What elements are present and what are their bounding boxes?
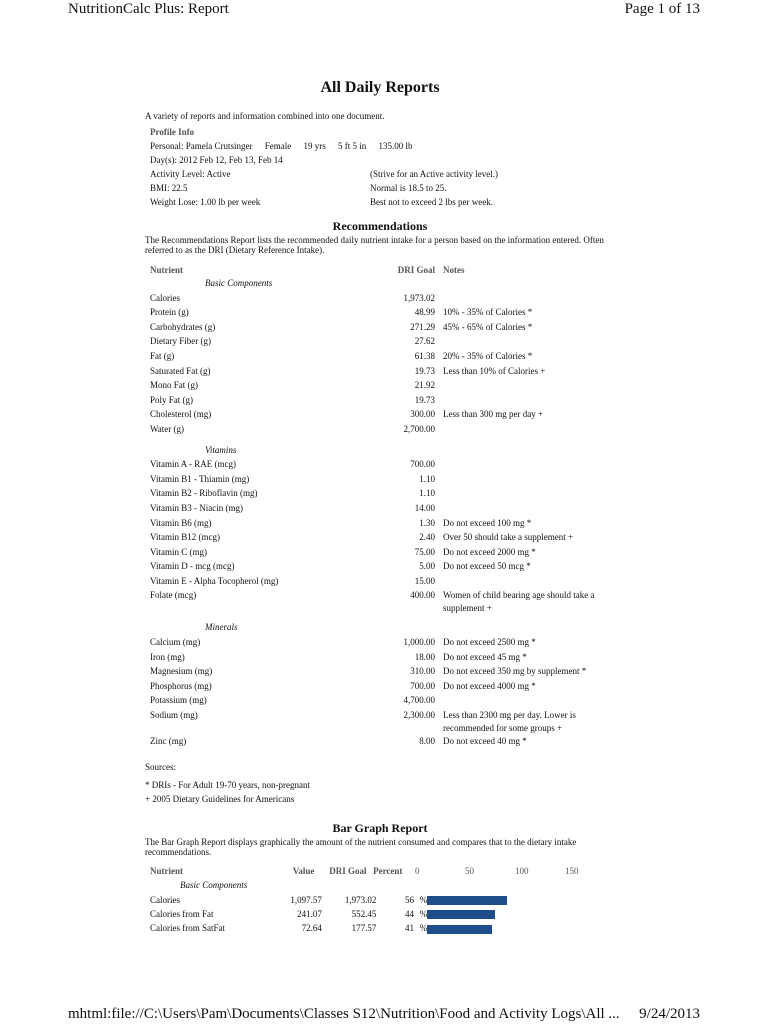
profile-personal <box>145 139 615 153</box>
bar-track <box>427 924 615 934</box>
nutrient-note: Do not exceed 45 mg * <box>443 651 527 662</box>
nutrient-dri-goal: 1,973.02 <box>403 292 435 303</box>
bar-nutrient-name: Calories <box>150 894 180 905</box>
nutrient-row <box>145 546 615 561</box>
nutrient-note: 20% - 35% of Calories * <box>443 350 533 361</box>
nutrient-name: Vitamin B6 (mg) <box>150 517 212 528</box>
bar-group-label: Basic Components <box>180 879 248 890</box>
profile-activity: Activity Level: Active <box>150 168 231 179</box>
bar-scale <box>415 865 615 878</box>
nutrient-row <box>145 636 615 651</box>
profile-activity-note: (Strive for an Active activity level.) <box>370 168 498 179</box>
bar-col-value: Value <box>292 866 315 877</box>
personal-name: Personal: Pamela Crutsinger <box>150 140 253 151</box>
nutrient-row <box>145 560 615 575</box>
nutrient-dri-goal: 400.00 <box>410 590 435 601</box>
nutrient-row <box>145 651 615 666</box>
nutrient-dri-goal: 2,700.00 <box>403 423 435 434</box>
nutrient-note: 10% - 35% of Calories * <box>443 307 533 318</box>
nutrient-row <box>145 531 615 546</box>
nutrient-name: Poly Fat (g) <box>150 394 194 405</box>
percent-bar <box>427 925 492 934</box>
nutrient-note: Do not exceed 2000 mg * <box>443 546 536 557</box>
report-body <box>145 78 615 936</box>
nutrient-row <box>145 502 615 517</box>
sources <box>145 760 615 806</box>
sources-label: Sources: <box>145 761 176 772</box>
nutrient-dri-goal: 300.00 <box>410 409 435 420</box>
nutrient-name: Vitamin B1 - Thiamin (mg) <box>150 473 250 484</box>
nutrient-row <box>145 292 615 307</box>
nutrient-dri-goal: 18.00 <box>414 651 435 662</box>
nutrient-row <box>145 458 615 473</box>
nutrient-row <box>145 350 615 365</box>
bar-value: 241.07 <box>297 908 322 919</box>
nutrient-dri-goal: 15.00 <box>414 575 435 586</box>
nutrient-name: Vitamin B2 - Riboflavin (mg) <box>150 488 258 499</box>
nutrient-row <box>145 321 615 336</box>
bar-percent-unit: % <box>419 908 428 919</box>
bar-percent-unit: % <box>419 894 428 905</box>
nutrient-dri-goal: 48.99 <box>414 307 435 318</box>
profile-days: Day(s): 2012 Feb 12, Feb 13, Feb 14 <box>150 154 283 165</box>
col-dri-goal: DRI Goal <box>397 264 435 275</box>
personal-age: 19 yrs <box>303 140 326 151</box>
nutrient-name: Water (g) <box>150 423 185 434</box>
scale-tick: 150 <box>565 866 579 877</box>
nutrient-name: Calcium (mg) <box>150 637 201 648</box>
nutrient-row <box>145 473 615 488</box>
bar-graph-description: The Bar Graph Report displays graphically the amount of the nutrient consumed and compares that to the dietary intake recommendations. <box>145 836 577 857</box>
profile-weight-goal: Weight Lose: 1.00 lb per week <box>150 196 261 207</box>
bar-track <box>427 895 615 905</box>
bar-dri-goal: 177.57 <box>351 923 377 934</box>
bar-percent: 41 <box>404 923 414 934</box>
bar-value: 1,097.57 <box>290 894 322 905</box>
nutrient-dri-goal: 75.00 <box>414 546 435 557</box>
nutrient-note: Less than 10% of Calories + <box>443 365 546 376</box>
nutrient-row <box>145 394 615 409</box>
nutrient-row <box>145 589 615 615</box>
personal-height: 5 ft 5 in <box>337 140 367 151</box>
bar-col-percent: Percent <box>373 866 403 877</box>
nutrient-note: 45% - 65% of Calories * <box>443 321 533 332</box>
profile-heading: Profile Info <box>150 126 195 137</box>
report-intro: A variety of reports and information combined into one document. <box>145 111 385 121</box>
nutrient-name: Vitamin E - Alpha Tocopherol (mg) <box>150 575 279 586</box>
scale-tick: 50 <box>465 866 475 877</box>
personal-weight: 135.00 lb <box>378 140 413 151</box>
nutrient-name: Phosphorus (mg) <box>150 680 212 691</box>
nutrient-name: Vitamin A - RAE (mcg) <box>150 459 236 470</box>
bar-dri-goal: 552.45 <box>351 908 377 919</box>
recommendations-table-header <box>145 263 615 277</box>
nutrient-dri-goal: 14.00 <box>414 502 435 513</box>
bar-percent-unit: % <box>419 923 428 934</box>
nutrient-name: Mono Fat (g) <box>150 380 198 391</box>
report-title: All Daily Reports <box>320 79 440 96</box>
nutrient-row <box>145 517 615 532</box>
nutrient-dri-goal: 2,300.00 <box>403 710 435 721</box>
scale-tick: 0 <box>415 866 420 877</box>
nutrient-name: Saturated Fat (g) <box>150 365 211 376</box>
nutrient-row <box>145 709 615 735</box>
nutrient-name: Calories <box>150 292 180 303</box>
nutrient-dri-goal: 2.40 <box>419 532 435 543</box>
nutrient-row <box>145 680 615 695</box>
recommendations-description: The Recommendations Report lists the recommended daily nutrient intake for a person based on the information entered. Often referred to as the DRI (Dietary Reference Intake). <box>145 235 604 255</box>
nutrient-dri-goal: 1.10 <box>419 473 435 484</box>
nutrient-row <box>145 665 615 680</box>
profile-bmi: BMI: 22.5 <box>150 182 188 193</box>
nutrient-dri-goal: 5.00 <box>419 561 435 572</box>
bar-percent: 44 <box>404 908 414 919</box>
nutrient-row <box>145 379 615 394</box>
bar-graph-header <box>145 865 615 879</box>
nutrient-note: Do not exceed 40 mg * <box>443 736 527 747</box>
bar-col-nutrient: Nutrient <box>150 866 183 877</box>
nutrient-row <box>145 487 615 502</box>
source-guidelines: + 2005 Dietary Guidelines for Americans <box>145 793 295 804</box>
nutrient-name: Potassium (mg) <box>150 695 207 706</box>
recommendations-title: Recommendations <box>332 219 428 233</box>
bar-col-goal: DRI Goal <box>329 866 367 877</box>
nutrient-row <box>145 306 615 321</box>
nutrient-group-label: Basic Components <box>205 278 273 288</box>
nutrient-name: Carbohydrates (g) <box>150 321 216 332</box>
nutrient-dri-goal: 310.00 <box>410 666 435 677</box>
nutrient-row <box>145 408 615 423</box>
percent-bar <box>427 910 495 919</box>
recommendations-table <box>145 277 615 750</box>
report-app-title: NutritionCalc Plus: Report <box>68 1 229 17</box>
nutrient-note: Women of child bearing age should take a supplement + <box>443 590 595 614</box>
bar-graph-rows <box>145 893 615 936</box>
nutrient-name: Fat (g) <box>150 350 175 361</box>
nutrient-dri-goal: 19.73 <box>414 365 435 376</box>
nutrient-note: Do not exceed 4000 mg * <box>443 680 536 691</box>
nutrient-name: Vitamin C (mg) <box>150 546 207 557</box>
bar-percent: 56 <box>404 894 414 905</box>
nutrient-name: Zinc (mg) <box>150 736 187 747</box>
nutrient-dri-goal: 700.00 <box>410 459 435 470</box>
percent-bar <box>427 896 507 905</box>
nutrient-name: Folate (mcg) <box>150 590 197 601</box>
nutrient-name: Dietary Fiber (g) <box>150 336 211 347</box>
nutrient-note: Do not exceed 50 mcg * <box>443 561 531 572</box>
nutrient-group-label: Vitamins <box>205 444 237 455</box>
footer-date: 9/24/2013 <box>639 1006 700 1022</box>
nutrient-dri-goal: 21.92 <box>414 380 435 391</box>
nutrient-row <box>145 575 615 590</box>
nutrient-name: Vitamin D - mcg (mcg) <box>150 561 235 572</box>
nutrient-dri-goal: 61.38 <box>414 350 435 361</box>
nutrient-row <box>145 735 615 750</box>
nutrient-row <box>145 423 615 438</box>
profile-bmi-note: Normal is 18.5 to 25. <box>370 182 447 193</box>
nutrient-row <box>145 365 615 380</box>
nutrient-dri-goal: 19.73 <box>414 394 435 405</box>
nutrient-name: Sodium (mg) <box>150 710 198 721</box>
nutrient-name: Iron (mg) <box>150 651 185 662</box>
nutrient-name: Magnesium (mg) <box>150 666 213 677</box>
bar-nutrient-name: Calories from SatFat <box>150 923 225 934</box>
nutrient-name: Cholesterol (mg) <box>150 409 212 420</box>
nutrient-dri-goal: 700.00 <box>410 680 435 691</box>
nutrient-note: Do not exceed 350 mg by supplement * <box>443 666 587 677</box>
nutrient-note: Do not exceed 100 mg * <box>443 517 532 528</box>
nutrient-group-label: Minerals <box>205 622 238 633</box>
nutrient-dri-goal: 1,000.00 <box>403 637 435 648</box>
personal-sex: Female <box>264 140 292 151</box>
footer-path: mhtml:file://C:\Users\Pam\Documents\Classes S12\Nutrition\Food and Activity Logs\All ... <box>68 1006 620 1022</box>
col-nutrient: Nutrient <box>150 264 183 275</box>
nutrient-dri-goal: 4,700.00 <box>403 695 435 706</box>
nutrient-dri-goal: 27.62 <box>414 336 435 347</box>
col-notes: Notes <box>443 264 465 275</box>
nutrient-name: Protein (g) <box>150 307 189 318</box>
nutrient-dri-goal: 1.10 <box>419 488 435 499</box>
nutrient-dri-goal: 8.00 <box>419 736 435 747</box>
nutrient-row <box>145 335 615 350</box>
scale-tick: 100 <box>515 866 529 877</box>
bar-dri-goal: 1,973.02 <box>344 894 377 905</box>
bar-graph-title: Bar Graph Report <box>332 820 428 835</box>
nutrient-note: Over 50 should take a supplement + <box>443 532 574 543</box>
bar-track <box>427 909 615 919</box>
nutrient-name: Vitamin B3 - Niacin (mg) <box>150 502 243 513</box>
nutrient-note: Do not exceed 2500 mg * <box>443 637 536 648</box>
nutrient-row <box>145 694 615 709</box>
nutrient-dri-goal: 271.29 <box>410 321 435 332</box>
profile-weight-note: Best not to exceed 2 lbs per week. <box>370 196 493 207</box>
source-dri: * DRIs - For Adult 19-70 years, non-pregnant <box>145 779 310 790</box>
nutrient-note: Less than 2300 mg per day. Lower is recommended for some groups + <box>443 710 576 734</box>
bar-row <box>145 893 615 907</box>
nutrient-name: Vitamin B12 (mcg) <box>150 532 220 543</box>
bar-nutrient-name: Calories from Fat <box>150 908 214 919</box>
bar-row <box>145 922 615 936</box>
nutrient-note: Less than 300 mg per day + <box>443 409 544 420</box>
bar-value: 72.64 <box>301 923 322 934</box>
page-number: Page 1 of 13 <box>624 1 700 17</box>
bar-row <box>145 907 615 921</box>
nutrient-dri-goal: 1.30 <box>419 517 435 528</box>
